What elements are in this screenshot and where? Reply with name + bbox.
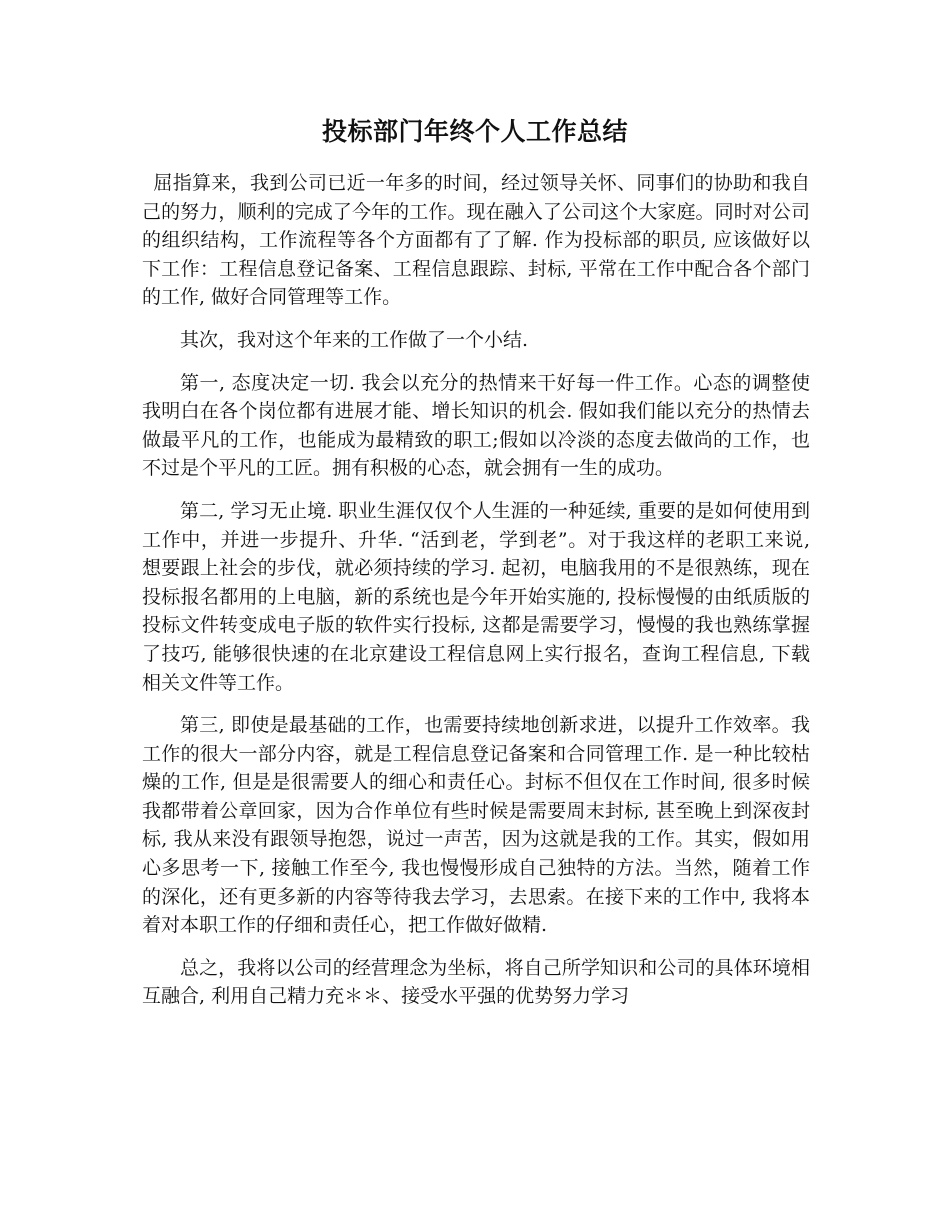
document-title: 投标部门年终个人工作总结 <box>321 117 628 146</box>
paragraph-point-one: 第一, 态度决定一切. 我会以充分的热情来干好每一件工作。心态的调整使我明白在各个岗位都有进展才能、增长知识的机会. 假如我们能以充分的热情去做最平凡的工作，也能成为最精致的职工;假如以冷淡的态度去做尚的工作，也不过是个平凡的工匠。拥有积极的心态，就会拥有一生的成功。 <box>142 371 810 480</box>
document-body <box>142 169 810 1025</box>
paragraph-point-three: 第三, 即使是最基础的工作，也需要持续地创新求进，以提升工作效率。我工作的很大一部分内容，就是工程信息登记备案和合同管理工作. 是一种比较枯燥的工作, 但是是很需要人的细心和责任心。封标不但仅在工作时间, 很多时候我都带着公章回家，因为合作单位有些时候是需要周末封标, 甚至晚上到深夜封标, 我从来没有跟领导抱怨，说过一声苦，因为这就是我的工作。其实，假如用心多思考一下, 接触工作至今, 我也慢慢形成自己独特的方法。当然，随着工作的深化，还有更多新的内容等待我去学习，去思索。在接下来的工作中, 我将本着对本职工作的仔细和责任心，把工作做好做精. <box>142 714 810 937</box>
paragraph-intro: 屈指算来，我到公司已近一年多的时间，经过领导关怀、同事们的协助和我自己的努力，顺利的完成了今年的工作。现在融入了公司这个大家庭。同时对公司的组织结构，工作流程等各个方面都有了了解. 作为投标部的职员, 应该做好以下工作：工程信息登记备案、工程信息跟踪、封标, 平常在工作中配合各个部门的工作, 做好合同管理等工作。 <box>142 172 810 309</box>
paragraph-summary-lead: 其次，我对这个年来的工作做了一个小结. <box>180 328 529 351</box>
paragraph-point-two: 第二, 学习无止境. 职业生涯仅仅个人生涯的一种延续, 重要的是如何使用到工作中，并进一步提升、升华. “活到老，学到老”。对于我这样的老职工来说, 想要跟上社会的步伐，就必须持续的学习. 起初，电脑我用的不是很熟练，现在投标报名都用的上电脑，新的系统也是今年开始实施的, 投标慢慢的由纸质版的投标文件转变成电子版的软件实行投标, 这都是需要学习，慢慢的我也熟练掌握了技巧, 能够很快速的在北京建设工程信息网上实行报名，查询工程信息, 下载相关文件等工作。 <box>142 499 810 694</box>
paragraph-conclusion: 总之，我将以公司的经营理念为坐标，将自己所学知识和公司的具体环境相互融合, 利用自己精力充＊＊、接受水平强的优势努力学习 <box>142 956 810 1008</box>
